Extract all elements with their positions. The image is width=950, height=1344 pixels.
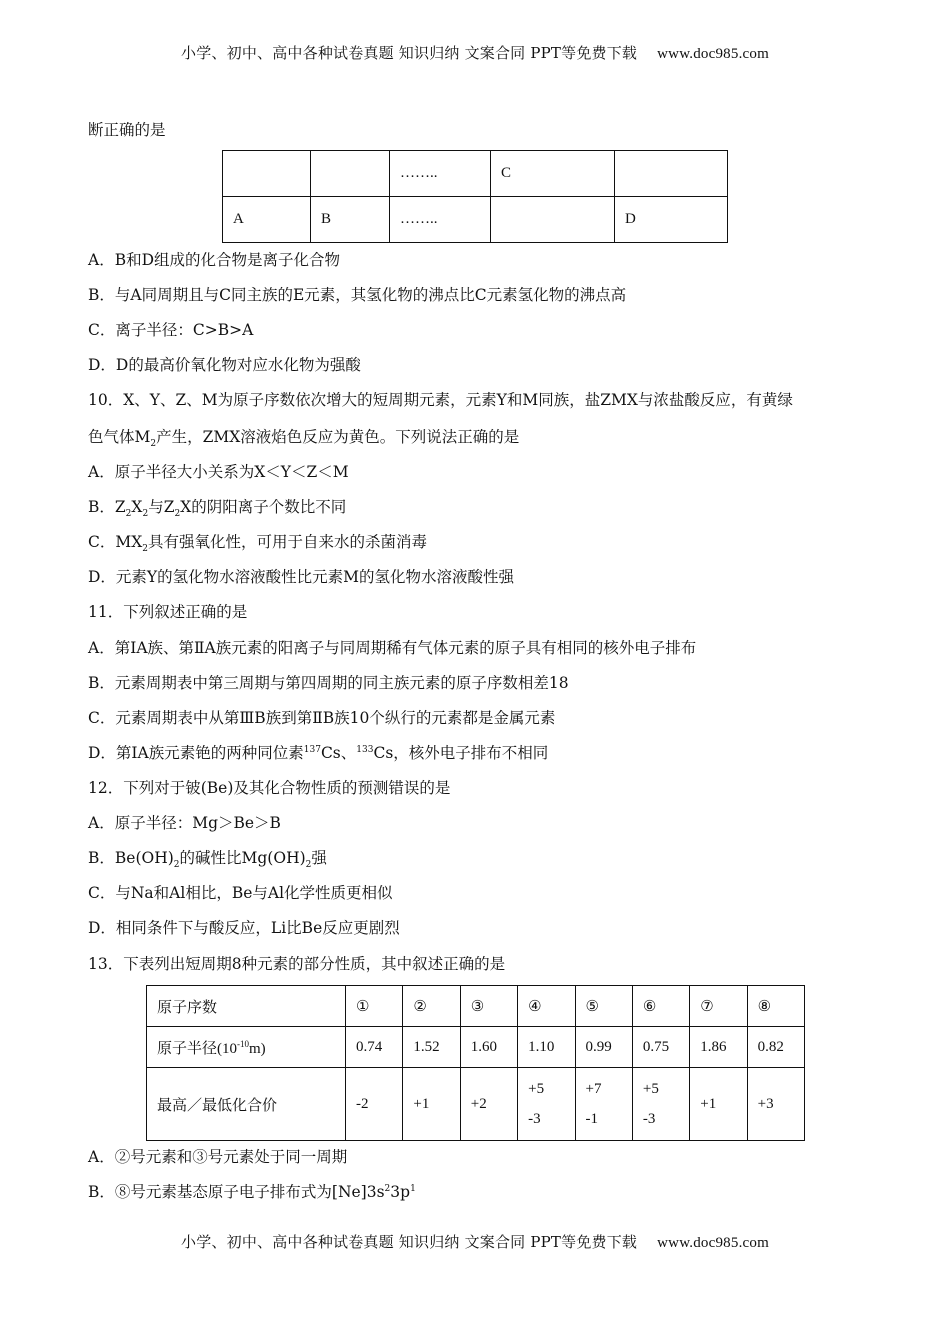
table-row: [223, 197, 728, 243]
q11-option-b: B．元素周期表中第三周期与第四周期的同主族元素的原子序数相差18: [88, 674, 569, 692]
page-header: [0, 42, 950, 63]
row-header: 原子半径$(10^{-10}m)$: [147, 1027, 346, 1068]
table-cell: 1.86: [690, 1027, 747, 1068]
table-cell: ⑧: [747, 986, 804, 1027]
q10-option-a: A．原子半径大小关系为X＜Y＜Z＜M: [88, 463, 349, 481]
table-row-valence: [147, 1068, 805, 1141]
q9-option-b: B．与A同周期且与C同主族的E元素，其氢化物的沸点比C元素氢化物的沸点高: [88, 286, 627, 304]
footer-text: 小学、初中、高中各种试卷真题 知识归纳 文案合同 PPT等免费下载: [181, 1233, 638, 1251]
table-cell: ⑤: [575, 986, 632, 1027]
q10-option-b: B．$Z_2X_2$与$Z_2X$的阴阳离子个数比不同: [88, 498, 347, 520]
table-cell: ④: [518, 986, 575, 1027]
periodic-table-fragment: [222, 150, 728, 243]
table-cell: +1: [690, 1068, 747, 1141]
table-cell: +2: [460, 1068, 517, 1141]
table-cell: ③: [460, 986, 517, 1027]
element-properties-table: [146, 985, 805, 1141]
q9-option-a: A．B和D组成的化合物是离子化合物: [88, 251, 341, 269]
header-site: www.doc985.com: [657, 46, 769, 62]
q12-option-b: B．$Be(OH)_2$的碱性比$Mg(OH)_2$强: [88, 849, 327, 871]
q9-stem-tail: 断正确的是: [88, 121, 166, 139]
table-cell: [223, 151, 311, 197]
q12-stem: 12．下列对于铍(Be)及其化合物性质的预测错误的是: [88, 779, 451, 797]
q12-option-c: C．与Na和Al相比，Be与Al化学性质更相似: [88, 884, 393, 902]
table-cell: C: [491, 151, 615, 197]
table-cell: -2: [346, 1068, 403, 1141]
row-header: 最高／最低化合价: [147, 1068, 346, 1141]
table-cell: [615, 151, 728, 197]
q11-option-c: C．元素周期表中从第ⅢB族到第ⅡB族10个纵行的元素都是金属元素: [88, 709, 556, 727]
q13-option-b: B．⑧号元素基态原子电子排布式为$[Ne]3s^23p^1$: [88, 1183, 416, 1201]
table-cell: D: [615, 197, 728, 243]
table-cell: ②: [403, 986, 460, 1027]
q11-option-a: A．第ⅠA族、第ⅡA族元素的阳离子与同周期稀有气体元素的原子具有相同的核外电子排布: [88, 639, 697, 657]
table-cell: ……..: [390, 151, 491, 197]
q12-option-a: A．原子半径：Mg＞Be＞B: [88, 814, 281, 832]
table-cell: [311, 151, 390, 197]
table-cell: [491, 197, 615, 243]
table-cell: ⑥: [632, 986, 689, 1027]
table-cell: 0.75: [632, 1027, 689, 1068]
q10-stem-line2: 色气体$M_2$产生，ZMX溶液焰色反应为黄色。下列说法正确的是: [88, 428, 520, 450]
footer-site: www.doc985.com: [657, 1235, 769, 1251]
table-cell: 1.60: [460, 1027, 517, 1068]
page-footer: [0, 1231, 950, 1252]
header-text: 小学、初中、高中各种试卷真题 知识归纳 文案合同 PPT等免费下载: [181, 44, 638, 62]
table-cell: 0.99: [575, 1027, 632, 1068]
q10-stem-line1: 10．X、Y、Z、M为原子序数依次增大的短周期元素，元素Y和M同族，盐ZMX与浓盐酸反应，有黄绿: [88, 391, 793, 409]
row-header: 原子序数: [147, 986, 346, 1027]
q13-stem: 13．下表列出短周期8种元素的部分性质，其中叙述正确的是: [88, 955, 506, 973]
table-cell: ……..: [390, 197, 491, 243]
table-row-atomic-number: [147, 986, 805, 1027]
table-cell: 1.52: [403, 1027, 460, 1068]
q9-option-d: D．D的最高价氧化物对应水化物为强酸: [88, 356, 361, 374]
table-cell: +5 -3: [632, 1068, 689, 1141]
q9-option-c: C．离子半径：C>B>A: [88, 321, 254, 339]
q10-option-c: C．$MX_2$具有强氧化性，可用于自来水的杀菌消毒: [88, 533, 428, 555]
table-cell: ⑦: [690, 986, 747, 1027]
table-cell: +3: [747, 1068, 804, 1141]
q12-option-d: D．相同条件下与酸反应，Li比Be反应更剧烈: [88, 919, 400, 937]
table-cell: 0.82: [747, 1027, 804, 1068]
q11-stem: 11．下列叙述正确的是: [88, 603, 248, 621]
table-cell: +7 -1: [575, 1068, 632, 1141]
table-cell: 1.10: [518, 1027, 575, 1068]
table-cell: ①: [346, 986, 403, 1027]
table-row: [223, 151, 728, 197]
table-cell: B: [311, 197, 390, 243]
q13-option-a: A．②号元素和③号元素处于同一周期: [88, 1148, 348, 1166]
table-cell: +1: [403, 1068, 460, 1141]
table-row-atomic-radius: [147, 1027, 805, 1068]
q11-option-d: D．第ⅠA族元素铯的两种同位素$^{137}$Cs、$^{133}$Cs，核外电子排布不相同: [88, 744, 549, 762]
table-cell: A: [223, 197, 311, 243]
q10-option-d: D．元素Y的氢化物水溶液酸性比元素M的氢化物水溶液酸性强: [88, 568, 515, 586]
table-cell: +5 -3: [518, 1068, 575, 1141]
table-cell: 0.74: [346, 1027, 403, 1068]
